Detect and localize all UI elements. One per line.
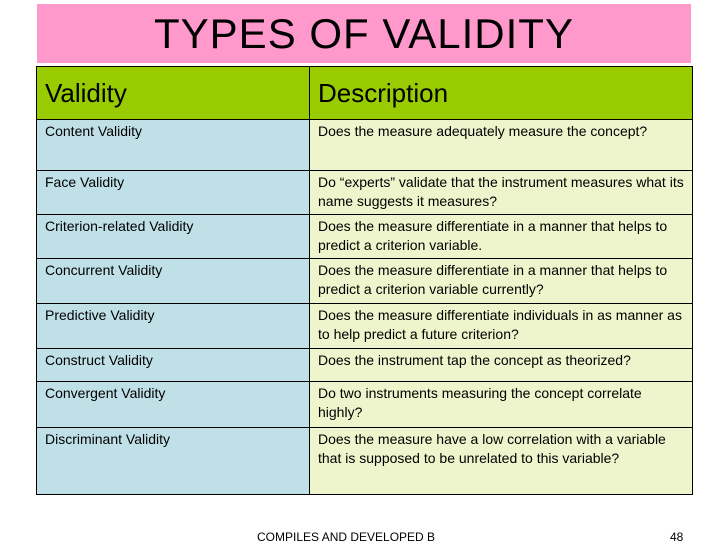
table-row (37, 120, 693, 171)
table-row (37, 171, 693, 215)
validity-name: Concurrent Validity (37, 259, 310, 304)
validity-description: Do two instruments measuring the concept correlate highly? (310, 382, 693, 428)
validity-name: Predictive Validity (37, 304, 310, 349)
validity-description: Does the measure differentiate in a manner that helps to predict a criterion variable. (310, 215, 693, 259)
table-row (37, 349, 693, 382)
validity-description: Does the measure adequately measure the concept? (310, 120, 693, 171)
title-banner (37, 4, 691, 63)
validity-name: Criterion-related Validity (37, 215, 310, 259)
validity-description: Do “experts” validate that the instrument measures what its name suggests it measures? (310, 171, 693, 215)
table-row (37, 215, 693, 259)
table-row (37, 259, 693, 304)
table-header-row (37, 67, 693, 120)
table-row (37, 428, 693, 495)
table-row (37, 304, 693, 349)
validity-name: Discriminant Validity (37, 428, 310, 495)
validity-description: Does the measure have a low correlation with a variable that is supposed to be unrelated to this variable? (310, 428, 693, 495)
footer-credit: COMPILES AND DEVELOPED B (257, 530, 436, 544)
validity-description: Does the measure differentiate in a manner that helps to predict a criterion variable currently? (310, 259, 693, 304)
validity-table (36, 66, 693, 495)
validity-name: Convergent Validity (37, 382, 310, 428)
header-description: Description (310, 67, 693, 120)
validity-description: Does the instrument tap the concept as theorized? (310, 349, 693, 382)
slide-title: TYPES OF VALIDITY (154, 9, 574, 57)
slide-footer (0, 530, 728, 546)
validity-description: Does the measure differentiate individuals in as manner as to help predict a future criterion? (310, 304, 693, 349)
validity-name: Content Validity (37, 120, 310, 171)
validity-name: Construct Validity (37, 349, 310, 382)
page-number: 48 (670, 530, 684, 544)
validity-name: Face Validity (37, 171, 310, 215)
table-row (37, 382, 693, 428)
header-validity: Validity (37, 67, 310, 120)
